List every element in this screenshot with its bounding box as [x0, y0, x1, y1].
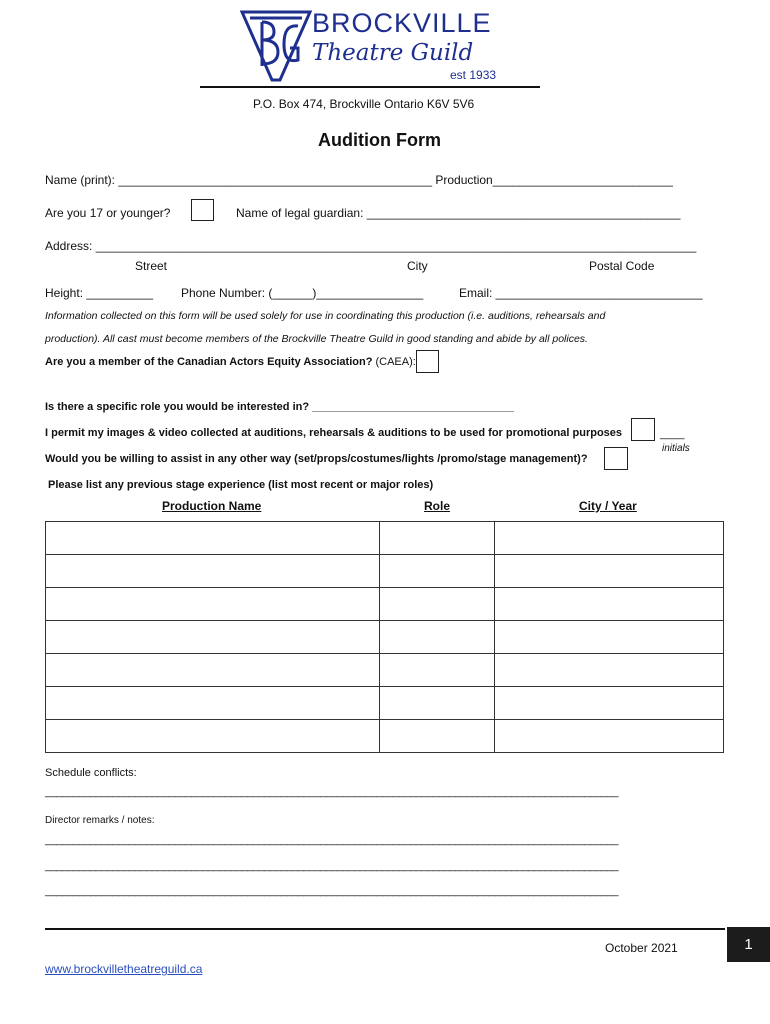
header-city-year: City / Year — [579, 499, 637, 513]
website-link[interactable]: www.brockvilletheatreguild.ca — [45, 962, 203, 976]
caea-question — [45, 356, 416, 368]
role-cell[interactable] — [379, 720, 495, 753]
production-cell[interactable] — [46, 720, 380, 753]
footer-rule — [45, 928, 725, 930]
city-year-cell[interactable] — [495, 522, 724, 555]
street-label: Street — [135, 259, 168, 273]
production-cell[interactable] — [46, 588, 380, 621]
age-checkbox[interactable] — [191, 199, 214, 221]
logo-rule — [200, 86, 540, 88]
role-cell[interactable] — [379, 522, 495, 555]
city-year-cell[interactable] — [495, 654, 724, 687]
table-row — [46, 555, 724, 588]
name-production-line[interactable]: Name (print): _______________________________________________ Production___________________________ — [45, 173, 673, 187]
director-remarks-label: Director remarks / notes: — [45, 815, 155, 826]
info-text-line-2: production). All cast must become members of the Brockville Theatre Guild in good standing and abide by all polices. — [45, 333, 588, 345]
city-year-cell[interactable] — [495, 720, 724, 753]
experience-instruction: Please list any previous stage experience (list most recent or major roles) — [48, 479, 434, 491]
height-line[interactable]: Height: __________ — [45, 286, 154, 300]
assist-question: Would you be willing to assist in any other way (set/props/costumes/lights /promo/stage management)? — [45, 453, 588, 465]
caea-question-bold: Are you a member of the Canadian Actors Equity Association? — [45, 356, 373, 368]
initials-line[interactable]: ____ — [660, 428, 685, 440]
logo-subtitle: Theatre Guild — [312, 40, 474, 66]
experience-table — [45, 521, 724, 753]
role-cell[interactable] — [379, 687, 495, 720]
table-row — [46, 621, 724, 654]
caea-checkbox[interactable] — [416, 350, 439, 373]
permit-statement: I permit my images & video collected at auditions, rehearsals & auditions to be used for promotional purposes — [45, 427, 623, 439]
table-row — [46, 654, 724, 687]
city-year-cell[interactable] — [495, 687, 724, 720]
director-remarks-line-3[interactable]: ______________________________________________________________________________________________________ — [45, 885, 619, 897]
production-cell[interactable] — [46, 522, 380, 555]
role-cell[interactable] — [379, 588, 495, 621]
production-cell[interactable] — [46, 654, 380, 687]
role-cell[interactable] — [379, 555, 495, 588]
city-label: City — [407, 259, 428, 273]
schedule-conflicts-label: Schedule conflicts: — [45, 767, 137, 779]
table-row — [46, 588, 724, 621]
permit-checkbox[interactable] — [631, 418, 655, 441]
phone-line[interactable]: Phone Number: (______)________________ — [181, 286, 424, 300]
city-year-cell[interactable] — [495, 621, 724, 654]
table-row — [46, 720, 724, 753]
production-cell[interactable] — [46, 687, 380, 720]
address-line[interactable]: Address: __________________________________________________________________________________________ — [45, 239, 697, 253]
page-title: Audition Form — [318, 130, 441, 150]
table-row — [46, 687, 724, 720]
production-cell[interactable] — [46, 621, 380, 654]
organization-address: P.O. Box 474, Brockville Ontario K6V 5V6 — [253, 97, 475, 111]
logo-monogram — [240, 8, 312, 82]
initials-label: initials — [662, 443, 690, 454]
caea-question-tail: (CAEA): — [372, 356, 416, 368]
footer-date: October 2021 — [605, 941, 678, 955]
page-number: 1 — [727, 927, 770, 962]
director-remarks-line-1[interactable]: ______________________________________________________________________________________________________ — [45, 834, 619, 846]
age-question-label: Are you 17 or younger? — [45, 206, 171, 220]
guardian-line[interactable]: Name of legal guardian: _______________________________________________ — [236, 206, 681, 220]
director-remarks-line-2[interactable]: ______________________________________________________________________________________________________ — [45, 860, 619, 872]
role-cell[interactable] — [379, 654, 495, 687]
header-role: Role — [424, 499, 451, 513]
role-cell[interactable] — [379, 621, 495, 654]
role-interest-line[interactable]: Is there a specific role you would be interested in? _________________________________ — [45, 401, 515, 413]
city-year-cell[interactable] — [495, 588, 724, 621]
assist-checkbox[interactable] — [604, 447, 628, 470]
email-line[interactable]: Email: _______________________________ — [459, 286, 703, 300]
postal-code-label: Postal Code — [589, 259, 655, 273]
table-row — [46, 522, 724, 555]
city-year-cell[interactable] — [495, 555, 724, 588]
production-cell[interactable] — [46, 555, 380, 588]
info-text-line-1: Information collected on this form will be used solely for use in coordinating this production (i.e. auditions, rehearsals and — [45, 310, 606, 322]
logo-established: est 1933 — [450, 68, 497, 82]
schedule-conflicts-line[interactable]: ______________________________________________________________________________________________________ — [45, 786, 619, 798]
header-production-name: Production Name — [162, 499, 262, 513]
logo-name: BROCKVILLE — [312, 8, 492, 38]
